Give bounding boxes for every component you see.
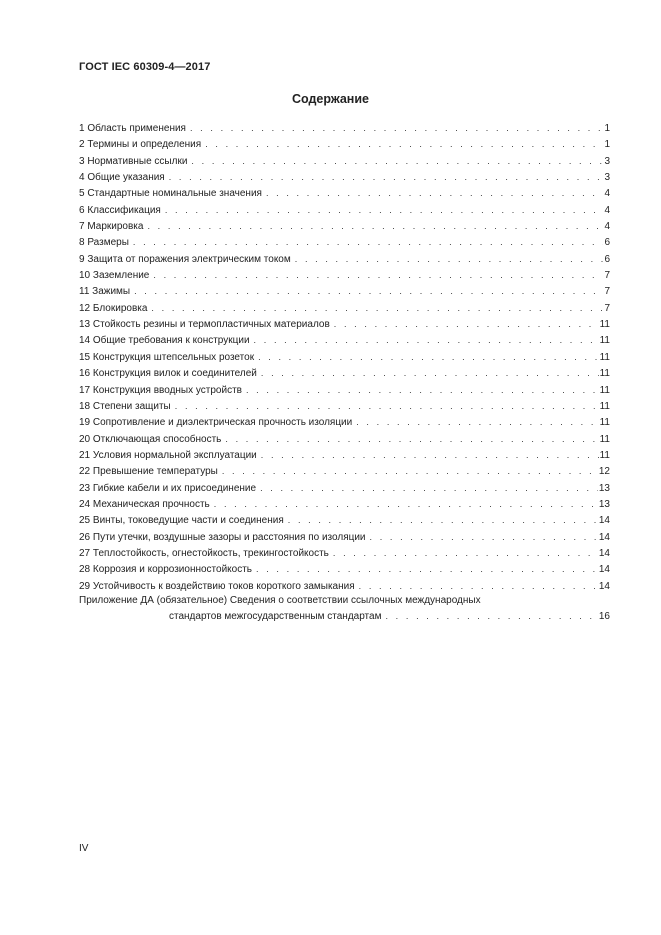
- toc-entry-title: 2 Термины и определения: [79, 139, 202, 151]
- toc-entry[interactable]: [79, 202, 610, 218]
- toc-entry[interactable]: [79, 316, 610, 332]
- toc-entry-page: 11: [599, 319, 610, 331]
- toc-appendix-entry[interactable]: [79, 608, 610, 624]
- toc-entry-title: 11 Зажимы: [79, 286, 131, 298]
- toc-entry-title: 6 Классификация: [79, 204, 161, 216]
- document-header: ГОСТ IEC 60309-4—2017: [79, 61, 211, 73]
- toc-appendix-page: 16: [598, 610, 610, 622]
- toc-entry-page: 13: [598, 498, 610, 510]
- toc-entry-page: 7: [604, 286, 610, 298]
- toc-entry[interactable]: [79, 136, 610, 152]
- toc-entry[interactable]: [79, 512, 610, 528]
- toc-entry-page: 1: [604, 123, 610, 134]
- toc-appendix-heading[interactable]: [79, 594, 610, 608]
- toc-entry-title: 25 Винты, токоведущие части и соединения: [79, 515, 284, 527]
- toc-entry-title: 21 Условия нормальной эксплуатации: [79, 449, 257, 461]
- toc-entry-page: 11: [599, 433, 610, 445]
- toc-entry-page: 11: [599, 384, 610, 396]
- toc-leader-dots: [246, 382, 599, 398]
- toc-entry[interactable]: [79, 251, 610, 267]
- toc-entry-page: 1: [604, 139, 610, 151]
- toc-leader-dots: [288, 512, 598, 528]
- toc-entry-page: 11: [599, 335, 610, 347]
- toc-entry-title: 13 Стойкость резины и термопластичных материалов: [79, 319, 330, 331]
- toc-leader-dots: [370, 529, 598, 545]
- toc-entry[interactable]: [79, 447, 610, 463]
- toc-entry-title: 1 Область применения: [79, 123, 186, 134]
- toc-entry-title: 8 Размеры: [79, 237, 129, 249]
- toc-leader-dots: [191, 153, 603, 169]
- toc-entry-page: 14: [598, 515, 610, 527]
- toc-leader-dots: [258, 349, 599, 365]
- toc-leader-dots: [169, 169, 604, 185]
- toc-entry-page: 12: [598, 466, 610, 478]
- table-of-contents: [79, 120, 610, 624]
- toc-entry-title: 19 Сопротивление и диэлектрическая прочность изоляции: [79, 417, 353, 429]
- toc-entry-title: 29 Устойчивость к воздействию токов короткого замыкания: [79, 580, 355, 592]
- toc-entries: [79, 120, 610, 594]
- toc-leader-dots: [385, 608, 597, 624]
- toc-entry-page: 11: [599, 449, 610, 461]
- toc-leader-dots: [295, 251, 604, 267]
- toc-leader-dots: [147, 218, 603, 234]
- toc-entry-title: 26 Пути утечки, воздушные зазоры и расстояния по изоляции: [79, 531, 366, 543]
- toc-entry[interactable]: [79, 365, 610, 381]
- toc-entry[interactable]: [79, 414, 610, 430]
- toc-entry[interactable]: [79, 463, 610, 479]
- toc-entry[interactable]: [79, 267, 610, 283]
- toc-entry[interactable]: [79, 120, 610, 136]
- toc-entry-page: 14: [598, 580, 610, 592]
- toc-leader-dots: [205, 136, 603, 152]
- toc-entry-page: 13: [598, 482, 610, 494]
- toc-leader-dots: [254, 332, 599, 348]
- toc-entry-page: 4: [604, 221, 610, 233]
- toc-entry[interactable]: [79, 480, 610, 496]
- toc-leader-dots: [260, 480, 598, 496]
- toc-entry[interactable]: [79, 398, 610, 414]
- toc-entry[interactable]: [79, 332, 610, 348]
- toc-entry[interactable]: [79, 234, 610, 250]
- toc-leader-dots: [190, 120, 603, 136]
- toc-entry-page: 11: [599, 351, 610, 363]
- toc-entry-title: 24 Механическая прочность: [79, 498, 210, 510]
- toc-entry-title: 22 Превышение температуры: [79, 466, 218, 478]
- toc-entry[interactable]: [79, 578, 610, 594]
- toc-entry-title: 3 Нормативные ссылки: [79, 155, 188, 167]
- toc-entry-page: 14: [598, 547, 610, 559]
- toc-entry-title: 27 Теплостойкость, огнестойкость, трекингостойкость: [79, 547, 329, 559]
- toc-entry-title: 23 Гибкие кабели и их присоединение: [79, 482, 257, 494]
- toc-entry[interactable]: [79, 283, 610, 299]
- toc-entry[interactable]: [79, 300, 610, 316]
- toc-leader-dots: [333, 545, 598, 561]
- toc-leader-dots: [151, 300, 603, 316]
- toc-appendix-line2: стандартов межгосударственным стандартам: [169, 610, 382, 622]
- toc-entry-page: 11: [599, 400, 610, 412]
- toc-entry-title: 17 Конструкция вводных устройств: [79, 384, 242, 396]
- toc-entry-title: 5 Стандартные номинальные значения: [79, 188, 262, 200]
- toc-entry-page: 6: [604, 253, 610, 265]
- toc-leader-dots: [133, 234, 604, 250]
- toc-entry-title: 28 Коррозия и коррозионностойкость: [79, 564, 253, 576]
- toc-entry-title: 9 Защита от поражения электрическим током: [79, 253, 291, 265]
- toc-entry-page: 3: [604, 155, 610, 167]
- toc-entry-page: 7: [604, 302, 610, 314]
- toc-leader-dots: [134, 283, 603, 299]
- toc-leader-dots: [261, 447, 599, 463]
- toc-entry-page: 11: [599, 368, 610, 380]
- toc-entry-page: 6: [604, 237, 610, 249]
- toc-entry[interactable]: [79, 561, 610, 577]
- toc-entry[interactable]: [79, 153, 610, 169]
- toc-entry[interactable]: [79, 349, 610, 365]
- toc-entry[interactable]: [79, 431, 610, 447]
- toc-entry-title: 20 Отключающая способность: [79, 433, 222, 445]
- toc-leader-dots: [359, 578, 598, 594]
- toc-leader-dots: [222, 463, 598, 479]
- toc-leader-dots: [256, 561, 598, 577]
- toc-entry[interactable]: [79, 545, 610, 561]
- toc-entry[interactable]: [79, 169, 610, 185]
- toc-entry-title: 12 Блокировка: [79, 302, 148, 314]
- toc-entry-page: 7: [604, 270, 610, 282]
- toc-leader-dots: [214, 496, 598, 512]
- toc-title: Содержание: [291, 92, 369, 106]
- toc-entry-page: 3: [604, 172, 610, 184]
- toc-leader-dots: [165, 202, 604, 218]
- toc-entry-title: 16 Конструкция вилок и соединителей: [79, 368, 257, 380]
- toc-leader-dots: [153, 267, 603, 283]
- toc-entry-page: 14: [598, 564, 610, 576]
- toc-entry-title: 14 Общие требования к конструкции: [79, 335, 250, 347]
- toc-entry-title: 4 Общие указания: [79, 172, 165, 184]
- toc-entry-title: 18 Степени защиты: [79, 400, 171, 412]
- toc-leader-dots: [266, 185, 603, 201]
- toc-entry-title: 7 Маркировка: [79, 221, 144, 233]
- toc-entry-title: 15 Конструкция штепсельных розеток: [79, 351, 255, 363]
- toc-leader-dots: [175, 398, 599, 414]
- toc-leader-dots: [261, 365, 599, 381]
- toc-leader-dots: [225, 431, 598, 447]
- toc-entry-page: 4: [604, 188, 610, 200]
- toc-entry[interactable]: [79, 496, 610, 512]
- toc-entry-page: 4: [604, 204, 610, 216]
- toc-leader-dots: [334, 316, 599, 332]
- toc-entry[interactable]: [79, 382, 610, 398]
- toc-entry-title: 10 Заземление: [79, 270, 150, 282]
- toc-entry[interactable]: [79, 218, 610, 234]
- toc-entry-page: 11: [599, 417, 610, 429]
- toc-entry-page: 14: [598, 531, 610, 543]
- toc-leader-dots: [356, 414, 598, 430]
- page-number: IV: [79, 843, 89, 854]
- toc-entry[interactable]: [79, 529, 610, 545]
- toc-entry[interactable]: [79, 185, 610, 201]
- toc-appendix-line1: Приложение ДА (обязательное) Сведения о соответствии ссылочных международных: [79, 594, 481, 606]
